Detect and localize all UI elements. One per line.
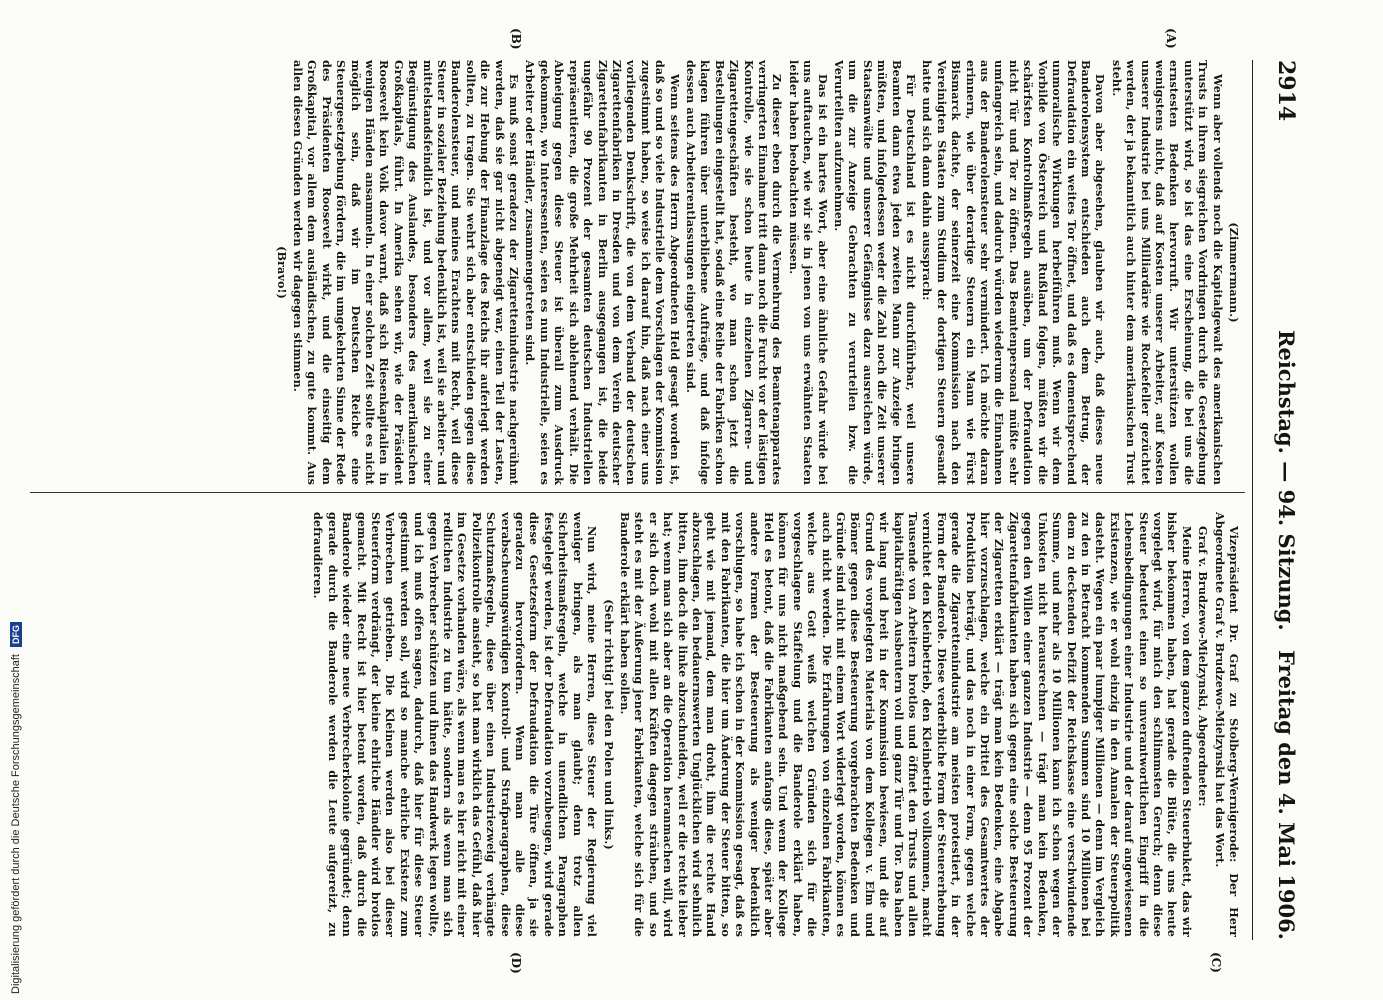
dfg-logo: DFG — [10, 622, 22, 647]
interjection: (Sehr richtig! bei den Polen und links.) — [601, 599, 616, 850]
paragraph: Meine Herren, von dem ganzen duftenden Steuerbukett, das wir bisher bekommen haben, hat gerade die Blüte, die uns heute vorgelegt wird, für mich den schlimmsten Geruch; denn diese Steuer bedeutet einen so unverantwortlichen Eingriff in die Lebensbedingungen einer Industrie und der darauf angewiesenen Existenzen, wie er wohl einzig in den Annalen der Steuerpolitik dasteht. Wegen ein paar lumpiger Millionen — denn im Vergleich zu den in Betracht kommenden Summen sind 10 Millionen bei dem zu deckenden Defizit der Reichskasse eine verschwindende Summe, und mehr als 10 Millionen kann ich schon wegen der Unkosten nicht herausrechnen — trägt man kein Bedenken, gegen den Willen einer ganzen Industrie — denn 95 Prozent der Zigarettenfabrikanten haben sich gegen eine solche Besteuerung der Zigaretten erklärt — trägt man kein Bedenken, eine Abgabe hier vorzuschlagen, welche ein Drittel des Gesamtwertes der Produktion beträgt, und das noch in einer Form, gegen welche gerade die Zigarettenindustrie am meisten protestiert, in der Form der Banderole. Diese verderbliche Form der Steuererhebung vernichtet den Kleinbetrieb, den Kleinbetrieb vollkommen, macht Tausende von Arbeitern brotlos und öffnet den Trusts und allen kapitalkräftigen Ausbeutern voll und ganz Tür und Tor. Das haben wir lang und breit in der Kommission bewiesen, und die auf Grund des vorgelegten Materials von dem Kollegen v. Elm und Bömer gegen diese Besteuerung vorgebrachten Bedenken und Gründe sind nicht mit einem Wort widerlegt worden, können es auch nicht werden. Die Erfahrungen von einzelnen Fabrikanten, welche aus Gott weiß welchen Gründen sich für die vorgeschlagene Staffelung und die Banderole erklärt haben, können für uns nicht maßgebend sein. Und wenn der Kollege Held es betont, daß die Fabrikanten anfangs diese, später aber andere Formen der Besteuerung als weniger bedenklich vorschlugen, so habe ich schon in der Kommission gesagt, daß es mit den Fabrikanten, die hier um Änderung der Steuer bitten, so geht wie mit jemand, dem man droht, ihm die rechte Hand abzuschlagen, den bedauernswerten Unglücklichen wird sehnlich bitten, ihm doch die linke abzuschneiden, weil er die rechte lieber hat; wenn man sich aber an die Operation heranmachen will, wird er sich doch wohl mit allen Kräften dagegen sträuben, und so steht es mit der Äußerung jener Fabrikanten, welche sich für die Banderole erklärt haben sollen. — [617, 512, 1194, 937]
page-number: 2914 — [1273, 60, 1299, 122]
applause-note: (Bravo!) — [274, 246, 289, 299]
speaker-label: (Zimmermann.) — [1227, 222, 1241, 323]
paragraph: Davon aber abgesehen, glauben wir auch, daß dieses neue Banderolensystem entschieden auch dem Betrug, der Defraudation ein weites Tor öffnet, und daß es dementsprechend unmoralische Wirkungen herbeiführen muß. Wenn wir dem Vorbilde von Österreich und Rußland folgen, müßten wir die schärfsten Kontrollmaßregeln ausüben, um der Defraudation nicht Tür und Tor zu öffnen. Das Beamtenpersonal müßte sehr umfangreich sein, und dadurch würden wiederum die Einnahmen aus der Banderolensteuer sehr vermindert. Ich möchte daran erinnern, wie über derartige Steuern ein Mann wie Fürst Bismarck dachte, der seinerzeit eine Kommission nach den Vereinigten Staaten zum Studium der dortigen Steuern gesandt hatte und sich dann dahin aussprach: — [920, 60, 1108, 485]
paragraph: Zu dieser eben durch die Vermehrung des Beamtenapparates verringerten Einnahme tritt dann noch die Furcht vor der lästigen Kontrolle, wie sie schon heute in einzelnen Zigarren- und Zigarettengeschäften besteht, wo man schon jetzt die Bestellungen eingestellt hat, sodaß eine Reihe der Fabriken schon klagen führen über unterbliebene Aufträge, und daß infolge dessen auch Arbeiterentlassungen eingetreten sind. — [683, 60, 785, 485]
chair-announcement: Vizepräsident Dr. Graf zu Stolberg-Wernigerode: Der Herr Abgeordnete Graf v. Brudzewo-Mielzynski hat das Wort. — [1212, 512, 1241, 937]
paragraph: Nun wird, meine Herren, diese Steuer der Regierung viel weniger bringen, als man glaubt; denn trotz allen Sicherheitsmaßregeln, welche in unendlichen Paragraphen festgelegt werden, ist der Defraudation vorzubeugen, wird gerade diese Gesetzesform der Defraudation die Türe öffnen, ja sie geradezu hervorfordern. Wenn man alle diese verabscheuungswürdigen Kontroll- und Strafparagraphen, diese Schutzmaßregeln, diese über einen Industriezweig verhängte Polizeikontrolle ansieht, so hat man wirklich das Gefühl, daß hier im Gesetze vorhanden wäre, als wenn man es hier nicht mit einer redlichen Industrie zu tun hätte, sondern als wenn man sich gegen Verbrecher schützen und ihnen das Handwerk legen wollte, und ich muß offen sagen, dadurch, daß hier für diese Steuer gestimmt werden soll, wird so manche ehrliche Existenz zum Verbrechen getrieben. Die Kleinen werden also bei dieser Steuerform verdrängt, der kleine ehrliche Händler wird brotlos gemacht. Mit Recht ist hier betont worden, daß durch die Banderole wieder eine neue Verbrecherkolonie gegründet; denn gerade durch die Banderole werden die Leute aufgereizt, zu defraudieren. — [311, 512, 600, 937]
paragraph: Das ist ein hartes Wort, aber eine ähnliche Gefahr würde bei uns auftauchen, wie wir sie in jenen von uns erwähnten Staaten leider haben beobachten müssen. — [786, 60, 830, 485]
paragraph: Wenn aber vollends noch die Kapitalgewalt des amerikanischen Trusts in ihrem siegreichen Vordringen durch die Gesetzgebung unterstützt wird, so ist das eine Erscheinung, die bei uns die ernstesten Bedenken hervorruft. Wir unterstützen wollen wenigstens nicht, daß auf Kosten unserer Arbeiter, auf Kosten unserer Industrie bei uns Milliardäre wie Rockefeller gezüchtet werden, der ja bekanntlich auch hinter dem amerikanischen Trust steht. — [1109, 60, 1225, 485]
left-column — [31, 60, 1241, 485]
paragraph: Es muß sonst geradezu der Zigarettenindustrie nachgerühmt werden, daß sie gar nicht abgeneigt war, einen Teil der Lasten, die zur Hebung der Finanzlage des Reichs ihr auferlegt werden sollten, zu tragen. Sie wehrt sich aber entschieden gegen diese Banderolensteuer, und meines Erachtens mit Recht, weil diese Steuer in sozialer Beziehung bedenklich ist, weil sie arbeiter- und mittelstandsfeindlich ist, und vor allem, weil sie zu einer Begünstigung des Auslandes, besonders des amerikanischen Großkapitals, führt. In Amerika sehen wir, wie der Präsident Roosevelt kein Volk davor warnt, daß sich Riesenkapitalien in wenigen Händen ansammeln. In einer solchen Zeit sollte es nicht möglich sein, daß wir im Deutschen Reiche eine Steuergesetzgebung fördern, die im umgekehrten Sinne der Rede des Präsidenten Roosevelt wirkt, und die einseitig dem Großkapital, vor allem dem ausländischen, zu gute kommt. Aus allen diesen Gründen werden wir dagegen stimmen. — [291, 60, 522, 485]
speaker-label: Graf v. Brudzewo-Mielzynski, Abgeordneter: — [1196, 526, 1211, 807]
page-header — [1252, 60, 1313, 940]
quote-paragraph: Für Deutschland ist es nicht durchführbar, weil unsere Beamten dann etwa jeden zweiten Mann zur Anzeige bringen müßten, und infolgedessen weder die Zahl noch die Zeit unserer Staatsanwälte und unserer Gefängnisse dazu ausreichen würde, um die zur Anzeige Gebrachten zu verurteilen bzw. die Verurteilten aufzunehmen. — [832, 60, 919, 485]
margin-mark-c: (C) — [1209, 952, 1223, 973]
paragraph: Wenn seitens des Herrn Abgeordneten Held gesagt worden ist, daß so und so viele Industrielle dem Vorschlagen der Kommission zugestimmt haben, so weise ich darauf hin, daß nach einer uns vorliegenden Denkschrift, die von dem Verband der deutschen Zigarettenfabriken in Dresden und von dem Verein deutscher Zigarettenfabrikanten in Berlin ausgegangen ist, die beide ungefähr 90 Prozent der gesamten deutschen Industriellen repräsentieren, die große Mehrheit sich ablehnend verhält. Die Abneigung gegen diese Steuer ist überall zum Ausdruck gekommen, wo Interessenten, seien es nun Industrielle, seien es Arbeiter oder Händler, zusammengetreten sind. — [523, 60, 682, 485]
credit-text: Digitalisierung gefördert durch die Deutsche Forschungsgemeinschaft — [10, 654, 22, 994]
right-column — [31, 512, 1241, 937]
session-title: Reichstag. — 94. Sitzung. — [1274, 330, 1299, 631]
margin-mark-a: (A) — [1164, 28, 1178, 49]
column-divider — [30, 492, 1245, 493]
margin-mark-b: (B) — [509, 28, 523, 50]
margin-mark-d: (D) — [509, 952, 523, 974]
session-date: Freitag den 4. Mai 1906. — [1274, 649, 1299, 940]
